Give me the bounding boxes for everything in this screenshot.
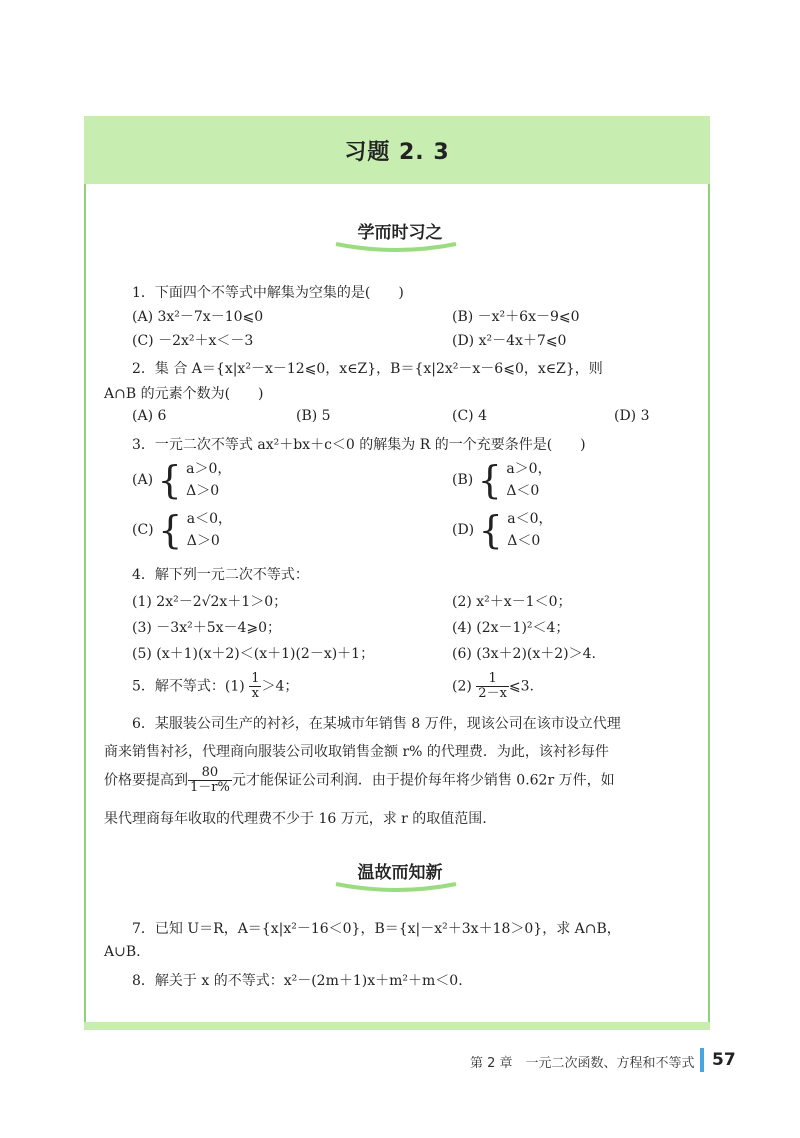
q5-part-1 [132,672,298,701]
section-label: 学而时习之 [357,223,443,243]
inequality-tail: ⩽3. [508,678,534,695]
cond-1: a＜0， [186,511,232,527]
footer-chapter: 第 2 章 一元二次函数、方程和不等式 [470,1056,695,1071]
q2-option-b: (B) 5 [296,408,331,424]
title-band [84,116,710,184]
denominator: x [251,686,260,701]
q4-part-1: (1) 2x²－2√2x＋1＞0； [132,594,288,610]
system [506,458,551,502]
q4-part-3: (3) －3x²＋5x－4⩾0； [132,620,282,636]
q4-part-4: (4) (2x－1)²＜4； [452,620,570,636]
numerator: 1 [476,672,509,687]
q4-part-6: (6) (3x＋2)(x＋2)＞4. [452,646,596,662]
swoosh-decoration [334,880,458,892]
fraction [188,766,232,795]
system [187,508,232,552]
option-label: (C) [132,522,154,538]
inequality-tail: ＞4； [261,678,299,695]
q2-stem-cont: A∩B 的元素个数为( ) [104,386,264,402]
cond-1: a＜0， [507,511,553,527]
bottom-band [84,1022,710,1030]
q4-part-5: (5) (x＋1)(x＋2)＜(x＋1)(2－x)＋1； [132,646,375,662]
brace-glyph: { [477,458,502,502]
q6-text-b: 元才能保证公司利润．由于提价每年将少销售 0.62r 万件，如 [231,772,615,789]
q2-option-a: (A) 6 [132,408,167,424]
q3-option-d [452,508,553,552]
q1-option-c: (C) －2x²＋x＜－3 [132,333,254,349]
q2-option-d: (D) 3 [614,408,650,424]
cond-2: Δ＞0 [186,533,220,549]
q1-stem: 1．下面四个不等式中解集为空集的是( ) [132,285,404,301]
denominator: 2－x [478,686,507,701]
system [507,508,552,552]
q1-option-d: (D) x²－4x＋7⩽0 [452,333,567,349]
brace-glyph: { [158,508,183,552]
section-heading-revisit [0,858,800,883]
system [186,458,231,502]
q5-part-2 [452,672,534,701]
numerator: 1 [251,671,260,686]
q7-line-2: A∪B. [104,944,141,960]
q8-line-1: 8．解关于 x 的不等式：x²－(2m＋1)x＋m²＋m＜0. [132,973,463,989]
brace-glyph: { [478,508,503,552]
q1-option-a: (A) 3x²－7x－10⩽0 [132,309,264,325]
fraction [249,672,261,701]
q5-stem: 5．解不等式：(1) [132,678,245,695]
option-label: (B) [452,472,474,488]
q3-option-b [452,458,552,502]
part-label: (2) [452,678,472,695]
section-heading-review [0,218,800,243]
q2-option-c: (C) 4 [452,408,487,424]
q4-part-2: (2) x²＋x－1＜0； [452,594,572,610]
denominator: 1－r% [190,780,230,795]
q2-stem: 2．集 合 A＝{x|x²－x－12⩽0，x∈Z}，B＝{x|2x²－x－6⩽0，x∈Z}，则 [132,361,603,377]
option-label: (A) [132,472,154,488]
page-number: 57 [712,1050,736,1070]
cond-2: Δ＜0 [506,483,540,499]
brace-glyph: { [157,458,182,502]
q6-line-2: 商来销售衬衫，代理商向服装公司收取销售金额 r% 的代理费．为此，该衬衫每件 [104,744,609,760]
page-title: 习题 2. 3 [344,139,450,165]
cond-1: a＞0， [186,461,232,477]
q6-line-4: 果代理商每年收取的代理费不少于 16 万元，求 r 的取值范围. [104,811,487,827]
cond-2: Δ＜0 [507,533,541,549]
q7-line-1: 7．已知 U＝R，A＝{x|x²－16＜0}，B＝{x|－x²＋3x＋18＞0}，求 A∩B， [132,921,621,937]
q3-stem: 3．一元二次不等式 ax²＋bx＋c＜0 的解集为 R 的一个充要条件是( ) [132,437,586,453]
fraction [476,672,509,701]
section-label: 温故而知新 [357,863,443,883]
q4-stem: 4．解下列一元二次不等式： [132,567,309,583]
q6-line-1: 6．某服装公司生产的衬衫，在某城市年销售 8 万件，现该公司在该市设立代理 [132,716,621,732]
option-label: (D) [452,522,475,538]
cond-1: a＞0， [506,461,552,477]
numerator: 80 [188,766,232,781]
cond-2: Δ＞0 [186,483,220,499]
q6-text-a: 价格要提高到 [104,772,188,789]
q3-option-c [132,508,232,552]
q3-option-a [132,458,231,502]
q1-option-b: (B) －x²＋6x－9⩽0 [452,309,580,325]
footer-accent-bar [700,1048,704,1072]
q6-line-3 [104,766,615,795]
swoosh-decoration [334,240,458,252]
